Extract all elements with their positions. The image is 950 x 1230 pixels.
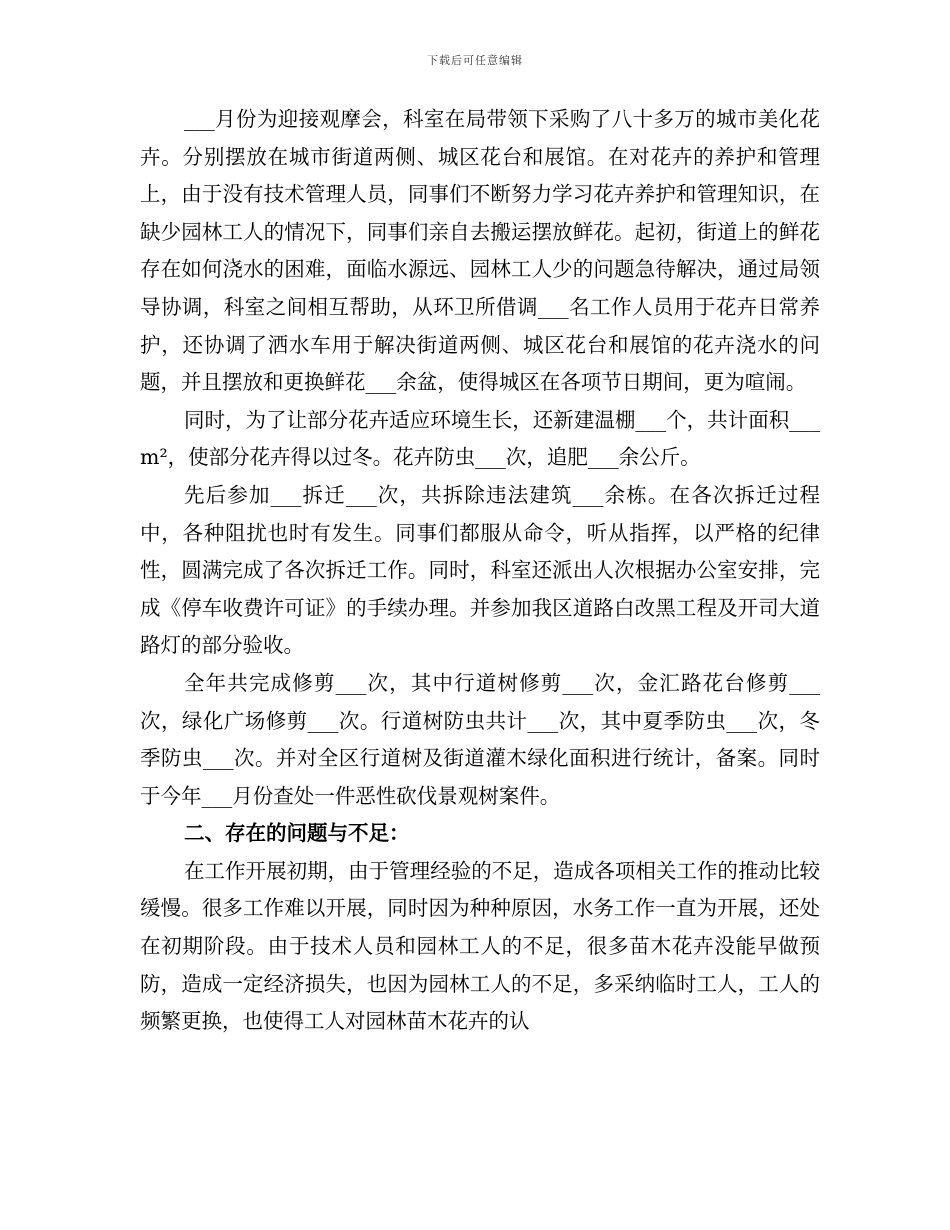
paragraph-flower-procurement: ___月份为迎接观摩会，科室在局带领下采购了八十多万的城市美化花卉。分别摆放在城市街道两侧、城区花台和展馆。在对花卉的养护和管理上，由于没有技术管理人员，同事们不断努力学习花卉养护和管理知识，在缺少园林工人的情况下，同事们亲自去搬运摆放鲜花。起初，街道上的鲜花存在如何浇水的困难，面临水源远、园林工人少的问题急待解决，通过局领导协调，科室之间相互帮助，从环卫所借调___名工作人员用于花卉日常养护，还协调了洒水车用于解决街道两侧、城区花台和展馆的花卉浇水的问题，并且摆放和更换鲜花___余盆，使得城区在各项节日期间，更为喧闹。 <box>140 107 820 395</box>
paragraph-demolition: 先后参加___拆迁___次，共拆除违法建筑___余栋。在各次拆迁过程中，各种阻扰也时有发生。同事们都服从命令，听从指挥，以严格的纪律性，圆满完成了各次拆迁工作。同时，科室还派出人次根据办公室安排，完成《停车收费许可证》的手续办理。并参加我区道路白改黑工程及开司大道路灯的部分验收。 <box>140 482 820 658</box>
document-body <box>140 101 820 1041</box>
paragraph-problems: 在工作开展初期，由于管理经验的不足，造成各项相关工作的推动比较缓慢。很多工作难以开展，同时因为种种原因，水务工作一直为开展，还处在初期阶段。由于技术人员和园林工人的不足，很多苗木花卉没能早做预防，造成一定经济损失，也因为园林工人的不足，多采纳临时工人，工人的频繁更换，也使得工人对园林苗木花卉的认 <box>140 858 820 1034</box>
page-header: 下载后可任意编辑 <box>427 54 523 67</box>
paragraph-greenhouse: 同时，为了让部分花卉适应环境生长，还新建温棚___个，共计面积___m²，使部分花卉得以过冬。花卉防虫___次，追肥___余公斤。 <box>140 407 820 470</box>
section-heading-problems: 二、存在的问题与不足： <box>184 821 410 846</box>
paragraph-pruning: 全年共完成修剪___次，其中行道树修剪___次，金汇路花台修剪___次，绿化广场修剪___次。行道树防虫共计___次，其中夏季防虫___次，冬季防虫___次。并对全区行道树及街道灌木绿化面积进行统计，备案。同时于今年___月份查处一件恶性砍伐景观树案件。 <box>140 670 820 808</box>
